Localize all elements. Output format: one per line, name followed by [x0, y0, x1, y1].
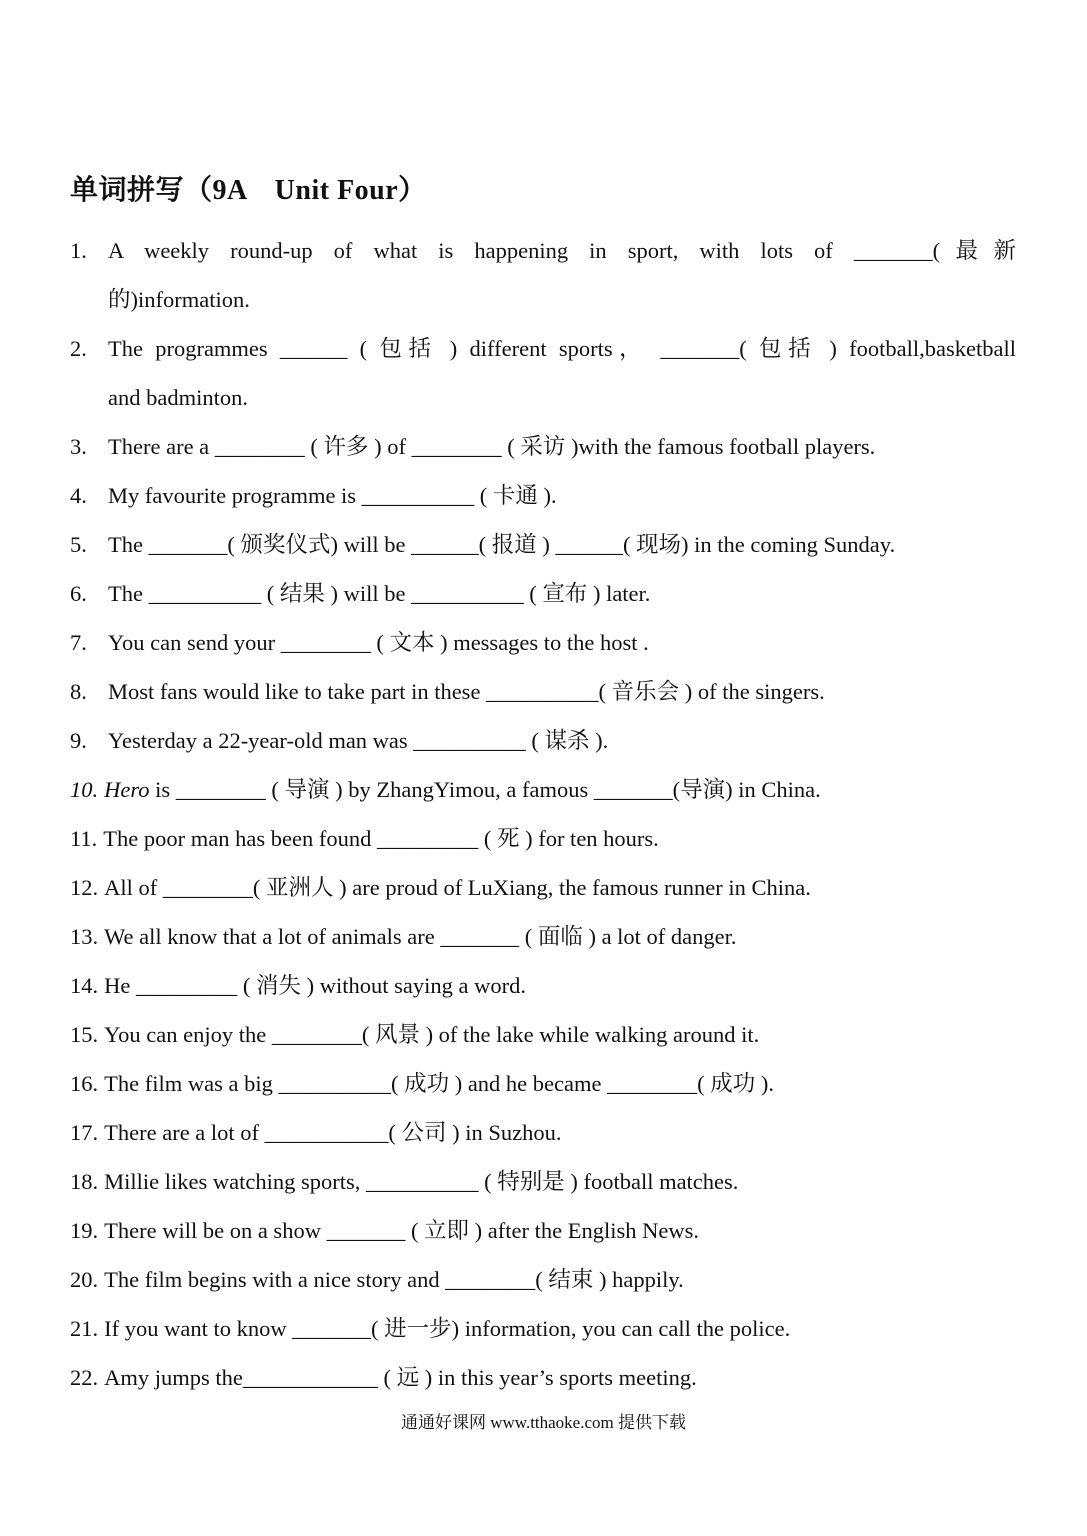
item-text: He _________ ( 消失 ) without saying a word.	[104, 973, 526, 998]
item-text: is ________ ( 导演 ) by ZhangYimou, a famous _______(导演) in China.	[155, 777, 821, 802]
item-number: 3.	[70, 434, 87, 459]
exercise-item-14	[70, 961, 1016, 1010]
item-text: There are a ________ ( 许多 ) of ________ ( 采访 )with the famous football players.	[108, 434, 876, 459]
item-number: 20.	[70, 1267, 99, 1292]
item-text: The film was a big __________( 成功 ) and he became ________( 成功 ).	[104, 1071, 774, 1096]
item-text: You can send your ________ ( 文本 ) messages to the host .	[108, 630, 649, 655]
item-number: 9.	[70, 728, 87, 753]
item-text-continued: and badminton.	[108, 385, 248, 410]
item-number: 1.	[70, 238, 87, 263]
exercise-item-1	[70, 226, 1016, 324]
item-text: The _______( 颁奖仪式) will be ______( 报道 ) ______( 现场) in the coming Sunday.	[108, 532, 896, 557]
item-number: 13.	[70, 924, 99, 949]
item-number: 18.	[70, 1169, 99, 1194]
exercise-item-5	[70, 520, 1016, 569]
item-text: The programmes ______ ( 包括 ) different sports， _______( 包括 ) football,basketball	[108, 336, 1016, 361]
exercise-item-11	[70, 814, 1016, 863]
item-number: 2.	[70, 336, 87, 361]
item-text: All of ________( 亚洲人 ) are proud of LuXiang, the famous runner in China.	[104, 875, 811, 900]
item-number: 7.	[70, 630, 87, 655]
exercise-item-2	[70, 324, 1016, 422]
exercise-item-22	[70, 1353, 1016, 1402]
exercise-item-18	[70, 1157, 1016, 1206]
exercise-item-21	[70, 1304, 1016, 1353]
item-number: 19.	[70, 1218, 99, 1243]
exercise-item-3	[70, 422, 1016, 471]
exercise-item-13	[70, 912, 1016, 961]
exercise-list	[70, 226, 1016, 1402]
item-number: 22.	[70, 1365, 99, 1390]
item-number: 16.	[70, 1071, 99, 1096]
item-text: My favourite programme is __________ ( 卡通 ).	[108, 483, 557, 508]
item-text: The film begins with a nice story and ________( 结束 ) happily.	[104, 1267, 684, 1292]
item-text: Yesterday a 22-year-old man was __________ ( 谋杀 ).	[108, 728, 609, 753]
exercise-item-10	[70, 765, 1016, 814]
item-text: We all know that a lot of animals are _______ ( 面临 ) a lot of danger.	[104, 924, 737, 949]
item-number: 5.	[70, 532, 87, 557]
item-number: 12.	[70, 875, 99, 900]
item-text: Most fans would like to take part in these __________( 音乐会 ) of the singers.	[108, 679, 825, 704]
item-number: 11.	[70, 826, 98, 851]
exercise-item-9	[70, 716, 1016, 765]
exercise-item-7	[70, 618, 1016, 667]
item-text: There are a lot of ___________( 公司 ) in Suzhou.	[104, 1120, 562, 1145]
item-number: 15.	[70, 1022, 99, 1047]
item-number: 6.	[70, 581, 87, 606]
item-number: 14.	[70, 973, 99, 998]
item-number: 4.	[70, 483, 87, 508]
item-text: There will be on a show _______ ( 立即 ) after the English News.	[104, 1218, 699, 1243]
exercise-item-17	[70, 1108, 1016, 1157]
exercise-item-6	[70, 569, 1016, 618]
page-footer: 通通好课网 www.tthaoke.com 提供下载	[400, 1413, 687, 1432]
item-text: If you want to know _______( 进一步) information, you can call the police.	[104, 1316, 791, 1341]
exercise-item-15	[70, 1010, 1016, 1059]
item-text-continued: 的)information.	[108, 287, 250, 312]
exercise-item-12	[70, 863, 1016, 912]
page-title: 单词拼写（9A Unit Four）	[70, 175, 427, 206]
exercise-item-20	[70, 1255, 1016, 1304]
item-number: 17.	[70, 1120, 99, 1145]
item-number: 8.	[70, 679, 87, 704]
item-text: Amy jumps the____________ ( 远 ) in this year’s sports meeting.	[104, 1365, 697, 1390]
item-text: The poor man has been found _________ ( 死 ) for ten hours.	[103, 826, 659, 851]
item-title-italic: Hero	[104, 777, 150, 802]
item-text: You can enjoy the ________( 风景 ) of the lake while walking around it.	[104, 1022, 760, 1047]
item-number: 21.	[70, 1316, 99, 1341]
item-text: Millie likes watching sports, __________ ( 特别是 ) football matches.	[104, 1169, 739, 1194]
item-text: A weekly round-up of what is happening in sport, with lots of _______(最新	[108, 238, 1016, 263]
exercise-item-8	[70, 667, 1016, 716]
item-text: The __________ ( 结果 ) will be __________ ( 宣布 ) later.	[108, 581, 651, 606]
exercise-item-19	[70, 1206, 1016, 1255]
exercise-item-16	[70, 1059, 1016, 1108]
exercise-item-4	[70, 471, 1016, 520]
item-number: 10.	[70, 777, 99, 802]
